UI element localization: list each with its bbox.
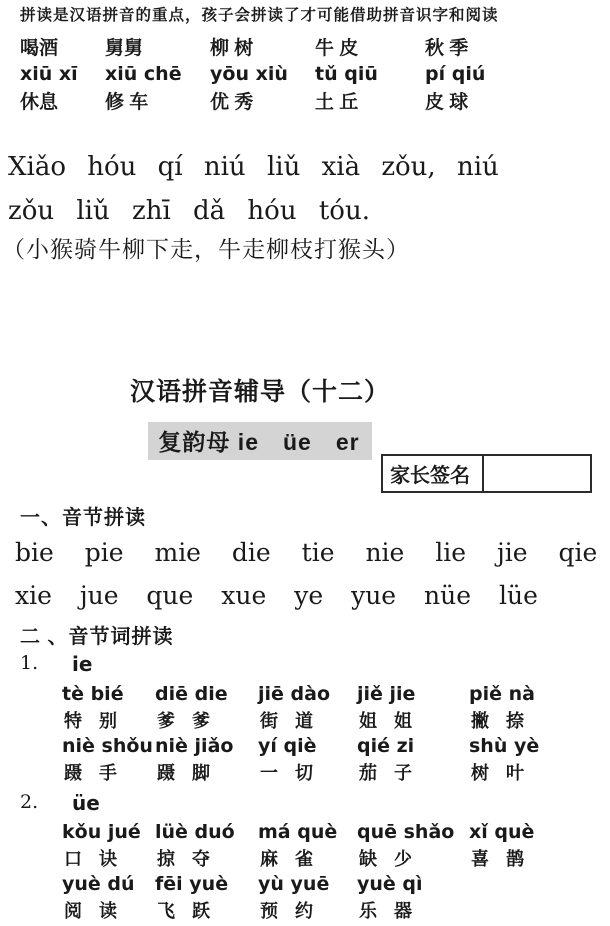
group2-words bbox=[0, 819, 610, 923]
review-cell: 修 车 bbox=[105, 92, 149, 113]
word-row-hanzi bbox=[62, 897, 610, 923]
word-cell: 喜 鹊 bbox=[471, 849, 531, 869]
word-cell: 撇 捺 bbox=[471, 711, 531, 731]
word-row-pinyin bbox=[62, 681, 610, 707]
group1-number: 1. bbox=[20, 652, 39, 674]
word-cell: 特 别 bbox=[64, 711, 124, 731]
word-cell: yuè dú bbox=[62, 873, 135, 895]
word-row-hanzi bbox=[62, 845, 610, 871]
group2-number: 2. bbox=[20, 791, 39, 813]
word-cell: niè jiǎo bbox=[155, 735, 234, 757]
word-cell: 飞 跃 bbox=[157, 901, 217, 921]
review-cell: 牛 皮 bbox=[315, 38, 359, 59]
word-cell: 爹 爹 bbox=[157, 711, 217, 731]
review-cell: 秋 季 bbox=[425, 38, 469, 59]
word-cell: 蹑 手 bbox=[64, 763, 124, 783]
word-row-pinyin bbox=[62, 871, 610, 897]
section2-heading: 二 、音节词拼读 bbox=[20, 626, 174, 648]
review-cell: 土 丘 bbox=[315, 92, 359, 113]
word-cell: diē die bbox=[155, 683, 228, 705]
signature-box bbox=[381, 454, 592, 493]
word-cell: 姐 姐 bbox=[359, 711, 419, 731]
review-cell: pí qiú bbox=[425, 62, 486, 85]
subtitle-highlight: 复韵母 ie üe er bbox=[148, 422, 371, 460]
title-block bbox=[0, 372, 520, 460]
word-cell: tè bié bbox=[62, 683, 124, 705]
word-cell: 蹑 脚 bbox=[157, 763, 217, 783]
word-cell: 茄 子 bbox=[359, 763, 419, 783]
word-cell: lüè duó bbox=[155, 821, 235, 843]
word-cell: piě nà bbox=[469, 683, 535, 705]
word-row-hanzi bbox=[62, 707, 610, 733]
review-cell: tǔ qiū bbox=[315, 62, 378, 85]
review-cell: 舅舅 bbox=[105, 38, 144, 59]
review-row-hanzi-top bbox=[20, 33, 610, 60]
review-cell: 优 秀 bbox=[210, 92, 254, 113]
word-cell: yuè qì bbox=[357, 873, 423, 895]
review-word-table bbox=[0, 33, 610, 114]
word-cell: quē shǎo bbox=[357, 821, 455, 843]
review-cell: 喝酒 bbox=[20, 38, 59, 59]
word-cell: jiě jie bbox=[357, 683, 416, 705]
group1-label: ie bbox=[72, 652, 93, 676]
word-cell: 预 约 bbox=[260, 901, 320, 921]
section1-heading: 一、音节拼读 bbox=[20, 507, 146, 529]
word-cell: 口 诀 bbox=[64, 849, 124, 869]
word-cell: jiē dào bbox=[258, 683, 331, 705]
review-cell: 柳 树 bbox=[210, 38, 254, 59]
signature-field bbox=[484, 456, 590, 491]
word-cell: xǐ què bbox=[469, 821, 535, 843]
word-cell: má què bbox=[258, 821, 338, 843]
review-row-pinyin bbox=[20, 60, 610, 87]
word-cell: yí qiè bbox=[258, 735, 317, 757]
sentence-translation: （小猴骑牛柳下走，牛走柳枝打猴头） bbox=[2, 237, 410, 263]
word-cell: 缺 少 bbox=[359, 849, 419, 869]
group2-label: üe bbox=[72, 791, 100, 815]
header-note: 拼读是汉语拼音的重点，孩子会拼读了才可能借助拼音识字和阅读 bbox=[20, 7, 499, 24]
word-cell: 掠 夺 bbox=[157, 849, 217, 869]
review-row-hanzi-bottom bbox=[20, 87, 610, 114]
review-cell: 休息 bbox=[20, 92, 59, 113]
review-cell: xiū chē bbox=[105, 62, 182, 85]
word-cell: 阅 读 bbox=[64, 901, 124, 921]
word-cell: 麻 雀 bbox=[260, 849, 320, 869]
word-cell: yù yuē bbox=[258, 873, 330, 895]
pinyin-sentence-line1: Xiǎo hóu qí niú liǔ xià zǒu, niú bbox=[8, 152, 499, 182]
word-row-hanzi bbox=[62, 759, 610, 785]
signature-label: 家长签名 bbox=[383, 456, 484, 491]
word-row-pinyin bbox=[62, 733, 610, 759]
review-cell: yōu xiù bbox=[210, 62, 288, 85]
word-cell: shù yè bbox=[469, 735, 540, 757]
review-cell: 皮 球 bbox=[425, 92, 469, 113]
word-cell: kǒu jué bbox=[62, 821, 141, 843]
word-cell: fēi yuè bbox=[155, 873, 229, 895]
pinyin-sentence-line2: zǒu liǔ zhī dǎ hóu tóu. bbox=[8, 196, 370, 226]
word-row-pinyin bbox=[62, 819, 610, 845]
group1-words bbox=[0, 681, 610, 785]
page-title: 汉语拼音辅导（十二） bbox=[129, 378, 390, 406]
word-cell: 树 叶 bbox=[471, 763, 531, 783]
word-cell: 一 切 bbox=[260, 763, 320, 783]
word-cell: niè shǒu bbox=[62, 735, 153, 757]
syllable-row-2: xie jue que xue ye yue nüe lüe bbox=[15, 581, 538, 610]
syllable-row-1: bie pie mie die tie nie lie jie qie bbox=[15, 538, 598, 567]
word-cell: 乐 器 bbox=[359, 901, 419, 921]
word-cell: qié zi bbox=[357, 735, 415, 757]
review-cell: xiū xī bbox=[20, 62, 78, 85]
word-cell: 街 道 bbox=[260, 711, 320, 731]
